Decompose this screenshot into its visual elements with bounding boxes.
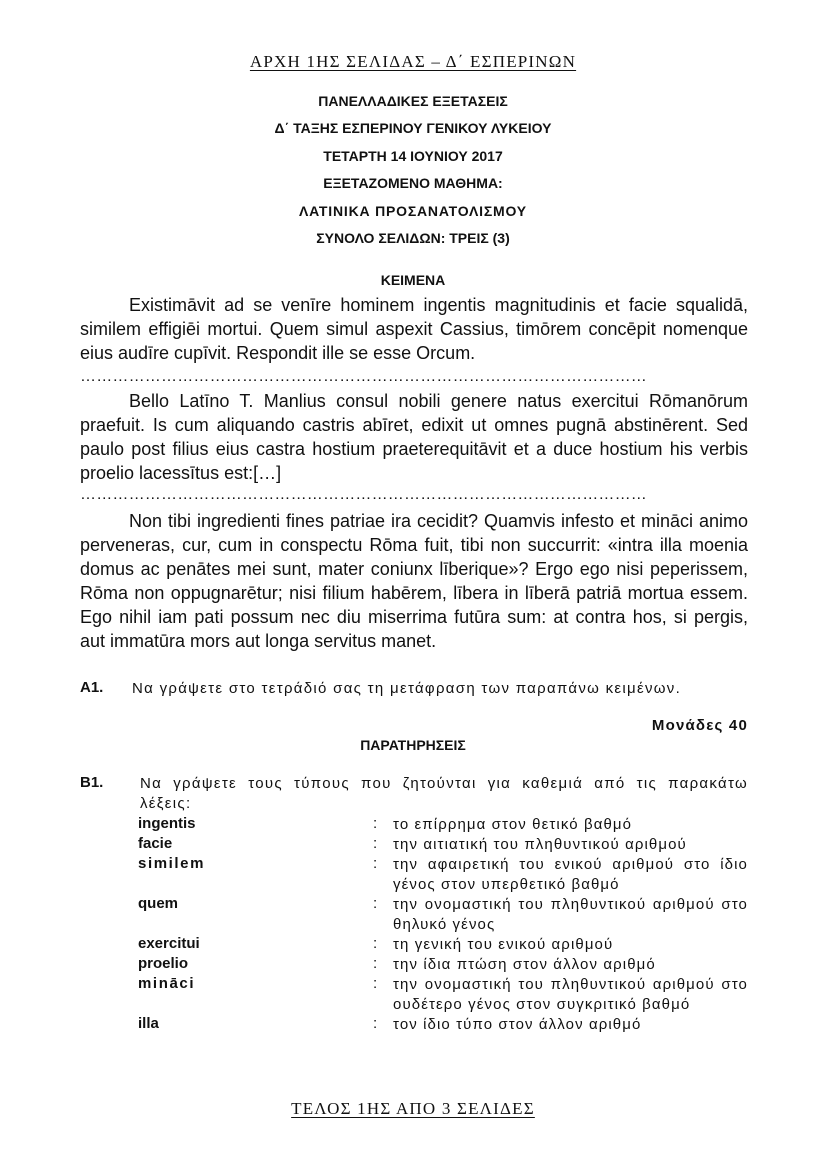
form-description: την ίδια πτώση στον άλλον αριθμό — [393, 956, 656, 973]
form-description: τον ίδιο τύπο στον άλλον αριθμό — [393, 1016, 642, 1033]
question-b1 — [80, 774, 748, 814]
exam-info-subject: ΛΑΤΙΝΙΚΑ ΠΡΟΣΑΝΑΤΟΛΙΣΜΟΥ — [299, 202, 527, 219]
latin-passage-1: Existimāvit ad se venīre hominem ingentis magnitudinis et facie squalidā, similem effigiēi mortui. Quem simul aspexit Cassius, timōrem concēpit nomenque eius audīre cupīvit. Respondit ille se esse Orcum. — [80, 295, 748, 363]
exam-info-line: ΕΞΕΤΑΖΟΜΕΝΟ ΜΑΘΗΜΑ: — [323, 175, 503, 192]
word-row — [138, 895, 748, 935]
question-text: Να γράψετε τους τύπους που ζητούνται για καθεμιά από τις παρακάτω λέξεις: — [140, 775, 748, 812]
question-label: Α1. — [80, 679, 104, 696]
marks-label: Μονάδες 40 — [651, 717, 748, 734]
exam-info-line: Δ΄ ΤΑΞΗΣ ΕΣΠΕΡΙΝΟΥ ΓΕΝΙΚΟΥ ΛΥΚΕΙΟΥ — [274, 120, 552, 137]
word-row — [138, 955, 748, 975]
word-row — [138, 935, 748, 955]
latin-word: ingentis — [138, 815, 196, 832]
exam-info-line: ΠΑΝΕΛΛΑΔΙΚΕΣ ΕΞΕΤΑΣΕΙΣ — [318, 93, 508, 109]
latin-word: illa — [138, 1015, 159, 1032]
form-description: τη γενική του ενικού αριθμού — [393, 936, 614, 953]
form-description: την αφαιρετική του ενικού αριθμού στο ίδιο γένος στον υπερθετικό βαθμό — [393, 856, 748, 893]
page-header: ΑΡΧΗ 1ΗΣ ΣΕΛΙΔΑΣ – Δ΄ ΕΣΠΕΡΙΝΩΝ — [249, 52, 577, 71]
latin-passage-2: Bello Latīno T. Manlius consul nobili genere natus exercitui Rōmanōrum praefuit. Is cum aliquando castris abīret, edixit ut omnes pugnā abstinērent. Sed paulo post filius eius castra hostium praeterequitāvit et a duce hostium his verbis proelio lacessītus est:[…] — [80, 391, 748, 483]
question-label: Β1. — [80, 774, 104, 791]
page-footer: ΤΕΛΟΣ 1ΗΣ ΑΠΟ 3 ΣΕΛΙΔΕΣ — [291, 1099, 535, 1118]
colon: : — [373, 815, 378, 832]
word-row — [138, 855, 748, 895]
form-description: την ονομαστική του πληθυντικού αριθμού στο θηλυκό γένος — [393, 896, 748, 933]
texts-title: ΚΕΙΜΕΝΑ — [380, 272, 446, 288]
form-description: την αιτιατική του πληθυντικού αριθμού — [393, 836, 687, 853]
question-text: Να γράψετε στο τετράδιό σας τη μετάφραση των παραπάνω κειμένων. — [132, 680, 682, 697]
colon: : — [373, 935, 378, 952]
passage-separator: …………………………………………………………………………………………… — [80, 486, 647, 503]
latin-word: similem — [138, 855, 206, 872]
word-row — [138, 815, 748, 835]
latin-passage-3: Non tibi ingredienti fines patriae ira cecidit? Quamvis infesto et mināci animo perveneras, cur, cum in conspectu Rōma fuit, tibi non succurrit: «intra illa moenia domus ac penātes mei sunt, mater coniunx līberique»? Ergo ego nisi peperissem, Rōma non oppugnarētur; nisi filium habērem, lībera in līberā patriā mortua essem. Ego nihil iam pati possum nec diu miserrima futūra sum: at contra hos, si pergis, aut immatūra mors aut longa servitus manet. — [80, 511, 748, 651]
latin-word: quem — [138, 895, 179, 912]
exam-info-line: ΤΕΤΑΡΤΗ 14 ΙΟΥΝΙΟΥ 2017 — [323, 147, 503, 164]
form-description: το επίρρημα στον θετικό βαθμό — [393, 816, 633, 833]
notes-title: ΠΑΡΑΤΗΡΗΣΕΙΣ — [360, 737, 466, 753]
colon: : — [373, 1015, 378, 1032]
word-row — [138, 1015, 748, 1035]
latin-word: facie — [138, 835, 173, 852]
colon: : — [373, 855, 378, 872]
latin-word: mināci — [138, 975, 196, 992]
colon: : — [373, 835, 378, 852]
word-row — [138, 835, 748, 855]
word-list — [138, 815, 748, 1035]
form-description: την ονομαστική του πληθυντικού αριθμού στο ουδέτερο γένος στον συγκριτικό βαθμό — [393, 976, 748, 1013]
word-row — [138, 975, 748, 1015]
latin-word: proelio — [138, 955, 189, 972]
exam-info-line: ΣΥΝΟΛΟ ΣΕΛΙΔΩΝ: ΤΡΕΙΣ (3) — [316, 229, 510, 246]
colon: : — [373, 895, 378, 912]
latin-word: exercitui — [138, 935, 200, 952]
passage-separator: …………………………………………………………………………………………… — [80, 368, 647, 385]
colon: : — [373, 955, 378, 972]
colon: : — [373, 975, 378, 992]
question-a1 — [80, 679, 748, 721]
exam-info-block — [0, 88, 826, 252]
